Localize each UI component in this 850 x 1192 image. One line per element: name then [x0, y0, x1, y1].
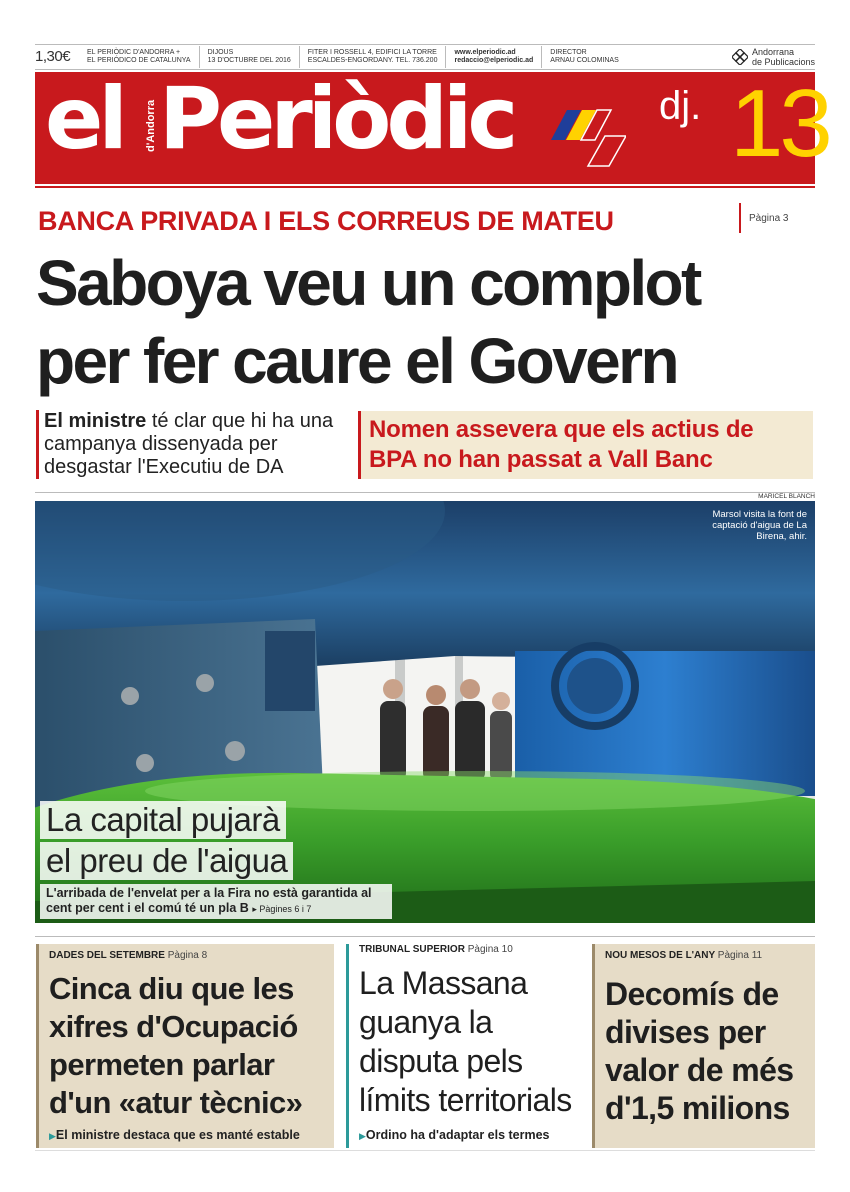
- bottom-story-2-kicker: TRIBUNAL SUPERIOR Pàgina 10: [359, 944, 513, 955]
- flag-stripes-icon: [551, 108, 626, 168]
- main-headline[interactable]: [36, 244, 826, 400]
- date-line-2: 13 D'OCTUBRE DEL 2016: [207, 57, 291, 64]
- main-photo: [35, 501, 815, 923]
- photo-title-line-2: el preu de l'aigua: [40, 842, 293, 880]
- date-info: [199, 46, 299, 68]
- address-line-1: FITER I ROSSELL 4, EDIFICI LA TORRE: [307, 48, 437, 56]
- bottom-story-1[interactable]: [36, 944, 334, 1148]
- divider: [35, 492, 815, 493]
- web-info: [445, 46, 541, 68]
- bottom-story-3-page: Pàgina 11: [717, 950, 763, 961]
- bottom-story-1-page: Pàgina 8: [167, 950, 208, 961]
- email-link[interactable]: redaccio@elperiodic.ad: [454, 57, 534, 64]
- photo-subtitle: [40, 884, 392, 919]
- main-page-ref[interactable]: Pàgina 3: [739, 203, 788, 233]
- logo-periodic: Periòdic: [159, 69, 514, 169]
- bottom-story-2-foot: ▶Ordino ha d'adaptar els termes: [359, 1128, 550, 1142]
- headline-line-1: Saboya veu un complot: [36, 247, 700, 319]
- bottom-story-1-headline: Cinca diu que les xifres d'Ocupació permeten parlar d'un «atur tècnic»: [49, 971, 303, 1120]
- photo-page-ref[interactable]: ▸ Pàgines 6 i 7: [252, 904, 312, 914]
- publisher-group: [732, 47, 815, 67]
- sub-story-right[interactable]: Nomen assevera que els actius de BPA no han passat a Vall Banc: [358, 411, 813, 479]
- publisher-line-1: EL PERIÒDIC D'ANDORRA +: [87, 48, 181, 56]
- bottom-story-3-kicker: NOU MESOS DE L'ANY Pàgina 11: [605, 950, 763, 961]
- photo-caption: Marsol visita la font de captació d'aigua de La Birena, ahir.: [712, 509, 807, 542]
- main-kicker: BANCA PRIVADA I ELS CORREUS DE MATEU: [38, 206, 614, 236]
- masthead-rule: [35, 186, 815, 188]
- sub-left-text: té clar que hi ha una campanya dissenyada per desgastar l'Executiu de DA: [44, 410, 334, 478]
- publisher-line-2: EL PERIÓDICO DE CATALUNYA: [87, 57, 191, 64]
- price: 1,30€: [35, 47, 71, 65]
- bottom-story-2[interactable]: [346, 944, 582, 1148]
- bottom-story-2-page: Pàgina 10: [467, 944, 513, 955]
- director-name: ARNAU COLOMINAS: [550, 57, 619, 64]
- day-number: 13: [730, 70, 829, 177]
- info-strip: [35, 44, 815, 70]
- divider: [35, 936, 815, 937]
- day-abbreviation: dj.: [659, 84, 702, 128]
- date-line-1: DIJOUS: [207, 48, 234, 56]
- bottom-story-3[interactable]: [592, 944, 815, 1148]
- director-label: DIRECTOR: [550, 48, 587, 56]
- bottom-story-1-kicker: DADES DEL SETEMBRE Pàgina 8: [49, 950, 208, 961]
- logo-el: el: [45, 69, 123, 169]
- divider: [35, 1150, 815, 1151]
- bottom-story-2-headline: La Massana guanya la disputa pels límits territorials: [359, 965, 572, 1118]
- director-info: [541, 46, 626, 68]
- publisher-logo-icon: [732, 49, 748, 65]
- photo-credit: MARICEL BLANCH: [758, 493, 815, 500]
- sub-left-bold: El ministre: [44, 410, 147, 432]
- website-link[interactable]: www.elperiodic.ad: [454, 48, 516, 56]
- publisher-group-line-2: de Publicacions: [751, 57, 815, 67]
- photo-title[interactable]: [40, 801, 293, 883]
- bottom-story-3-headline: Decomís de divises per valor de més d'1,5 milions: [605, 976, 794, 1126]
- arrow-icon: ▶: [359, 1131, 366, 1141]
- masthead: [35, 69, 829, 184]
- address-line-2: ESCALDES-ENGORDANY. TEL. 736.200: [307, 57, 438, 64]
- photo-title-line-1: La capital pujarà: [40, 801, 286, 839]
- headline-line-2: per fer caure el Govern: [36, 325, 677, 397]
- photo-subtitle-text: L'arribada de l'envelat per a la Fira no està garantida al cent per cent i el comú té un pla B: [46, 886, 372, 915]
- arrow-icon: ▶: [49, 1131, 56, 1141]
- publisher-info: [87, 46, 199, 68]
- address-info: [299, 46, 446, 68]
- logo-andorra: d'Andorra: [145, 99, 157, 153]
- publisher-group-line-1: Andorrana: [751, 47, 794, 57]
- bottom-story-1-foot: ▶El ministre destaca que es manté estable: [49, 1128, 300, 1142]
- sub-story-left: [36, 410, 348, 479]
